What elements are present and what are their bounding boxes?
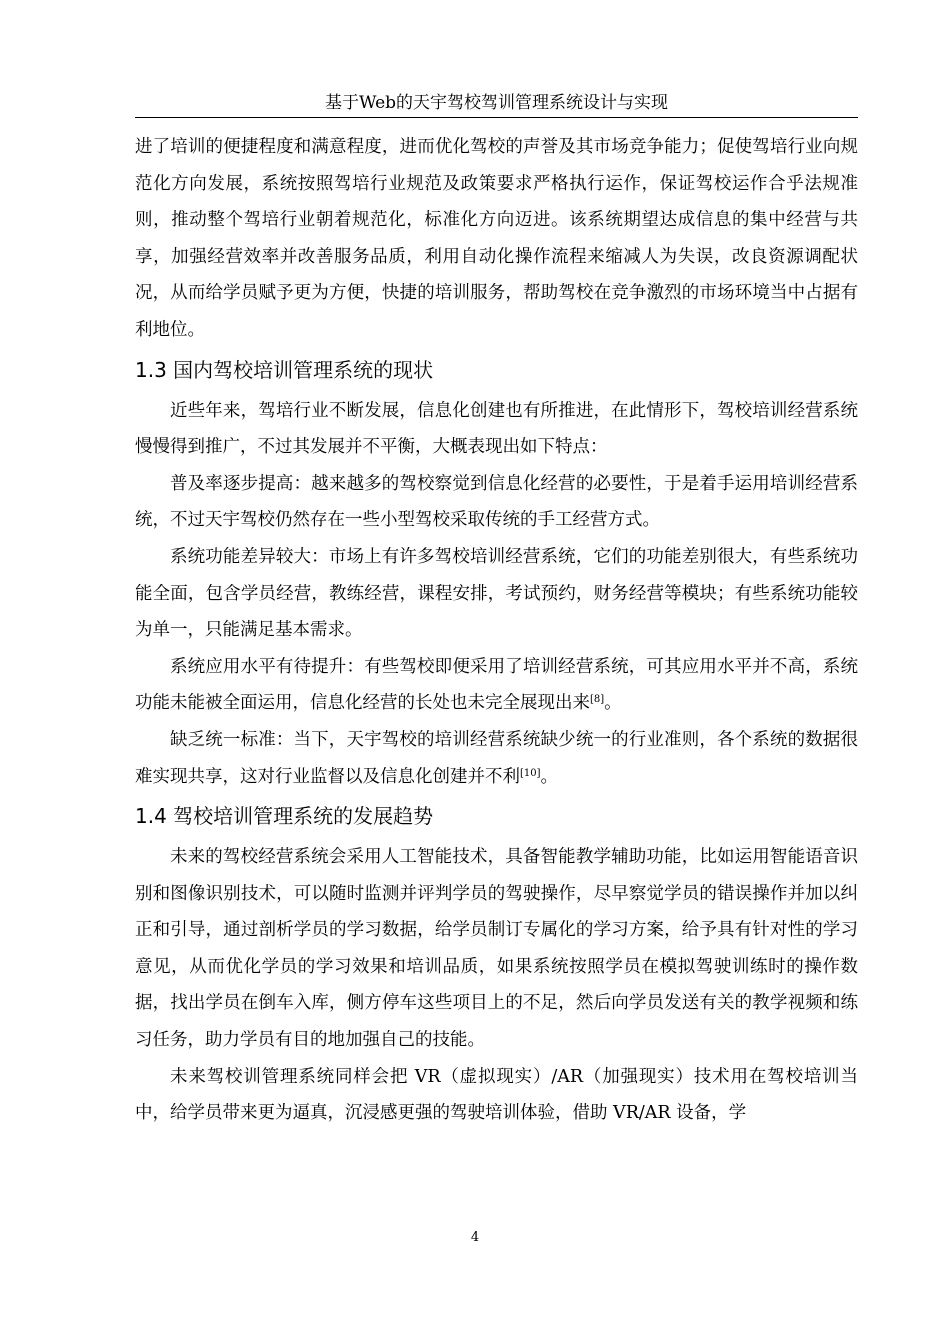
paragraph-end: 。 [604, 693, 622, 714]
paragraph-text: 系统应用水平有待提升：有些驾校即便采用了培训经营系统，可其应用水平并不高，系统功能未能被全面运用，信息化经营的长处也未完全展现出来 [135, 656, 858, 714]
paragraph [135, 722, 858, 795]
page-number: 4 [470, 1230, 480, 1245]
section-heading-1-3: 1.3 国内驾校培训管理系统的现状 [135, 357, 434, 382]
paragraph [135, 649, 858, 722]
citation-ref: [10] [520, 767, 541, 779]
paragraph-end: 。 [540, 766, 559, 787]
paragraph: 普及率逐步提高：越来越多的驾校察觉到信息化经营的必要性，于是着手运用培训经营系统，不过天宇驾校仍然存在一些小型驾校采取传统的手工经营方式。 [135, 473, 858, 531]
paragraph: 进了培训的便捷程度和满意程度，进而优化驾校的声誉及其市场竞争能力；促使驾培行业向规范化方向发展，系统按照驾培行业规范及政策要求严格执行运作，保证驾校运作合乎法规准则，推动整个驾培行业朝着规范化，标准化方向迈进。该系统期望达成信息的集中经营与共享，加强经营效率并改善服务品质，利用自动化操作流程来缩减人为失误，改良资源调配状况，从而给学员赋予更为方便，快捷的培训服务，帮助驾校在竞争激烈的市场环境当中占据有利地位。 [135, 137, 858, 340]
paragraph: 系统功能差异较大：市场上有许多驾校培训经营系统，它们的功能差别很大，有些系统功能全面，包含学员经营，教练经营，课程安排，考试预约，财务经营等模块；有些系统功能较为单一，只能满足基本需求。 [135, 546, 858, 641]
paragraph: 未来驾校训管理系统同样会把 VR（虚拟现实）/AR（加强现实）技术用在驾校培训当中，给学员带来更为逼真，沉浸感更强的驾驶培训体验，借助 VR/AR 设备，学 [135, 1066, 858, 1124]
document-body [135, 129, 858, 1132]
header-title: 基于Web的天宇驾校驾训管理系统设计与实现 [324, 93, 669, 113]
section-heading-1-4: 1.4 驾校培训管理系统的发展趋势 [135, 804, 434, 829]
page-header [135, 91, 858, 118]
paragraph: 未来的驾校经营系统会采用人工智能技术，具备智能教学辅助功能，比如运用智能语音识别和图像识别技术，可以随时监测并评判学员的驾驶操作，尽早察觉学员的错误操作并加以纠正和引导，通过剖析学员的学习数据，给学员制订专属化的学习方案，给予具有针对性的学习意见，从而优化学员的学习效果和培训品质，如果系统按照学员在模拟驾驶训练时的操作数据，找出学员在倒车入库，侧方停车这些项目上的不足，然后向学员发送有关的教学视频和练习任务，助力学员有目的地加强自己的技能。 [135, 847, 858, 1051]
paragraph: 近些年来，驾培行业不断发展，信息化创建也有所推进，在此情形下，驾校培训经营系统慢慢得到推广，不过其发展并不平衡，大概表现出如下特点： [135, 400, 858, 458]
citation-ref: [8] [590, 694, 605, 706]
paragraph-text: 缺乏统一标准：当下，天宇驾校的培训经营系统缺少统一的行业准则，各个系统的数据很难实现共享，这对行业监督以及信息化创建并不利 [135, 729, 858, 787]
